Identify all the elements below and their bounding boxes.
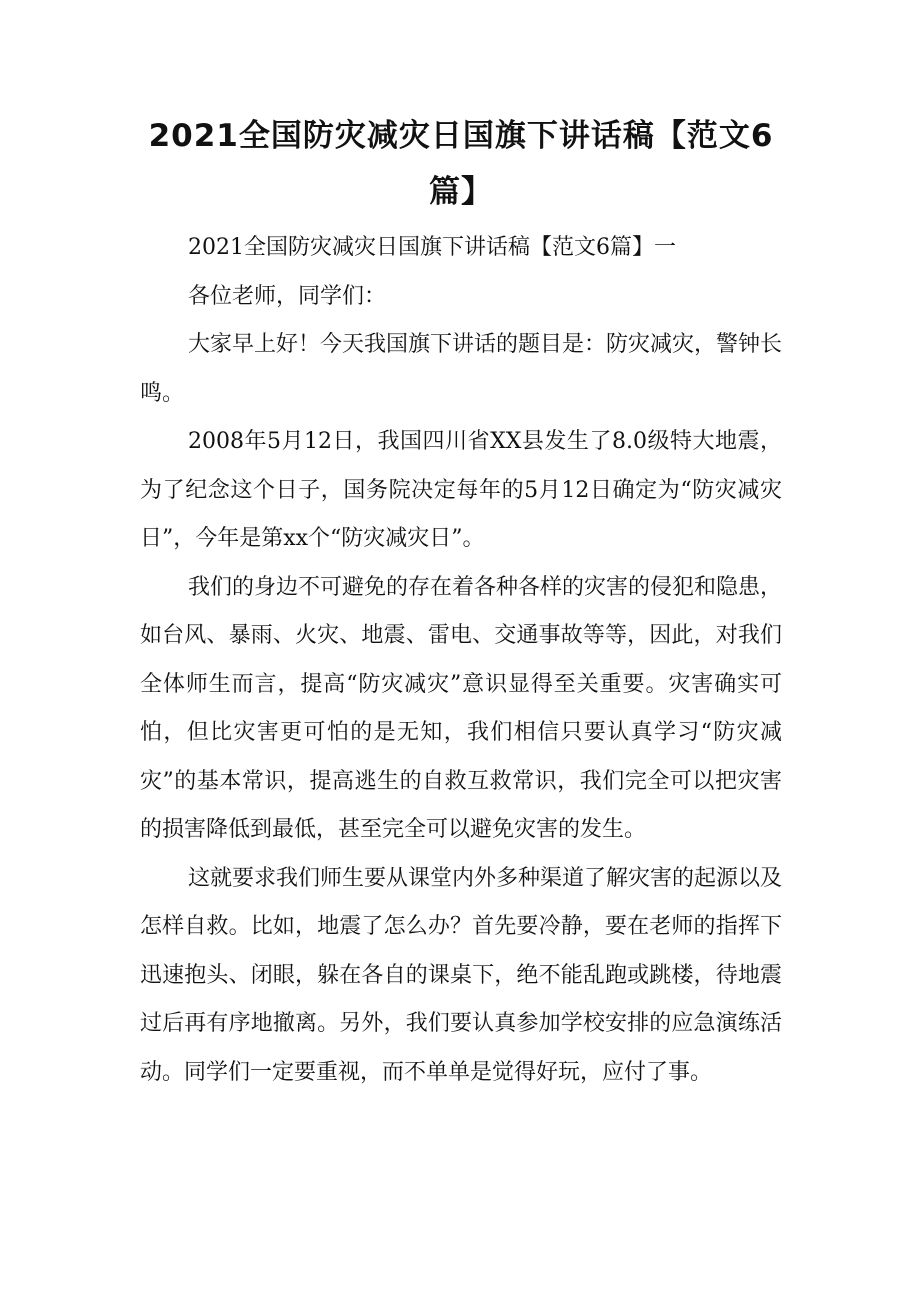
paragraph-salutation: 各位老师，同学们： <box>188 283 387 309</box>
paragraph-self-rescue: 这就要求我们师生要从课堂内外多种渠道了解灾害的起源以及怎样自救。比如，地震了怎么办？首先要冷静，要在老师的指挥下迅速抱头、闭眼，躲在各自的课桌下，绝不能乱跑或跳楼，待地震过后再有序地撤离。另外，我们要认真参加学校安排的应急演练活动。同学们一定要重视，而不单单是觉得好玩，应付了事。 <box>140 865 783 1085</box>
document-title: 2021全国防灾减灾日国旗下讲话稿【范文6篇】 <box>148 118 774 210</box>
paragraph-greeting: 大家早上好！今天我国旗下讲话的题目是：防灾减灾，警钟长鸣。 <box>140 332 783 406</box>
paragraph-disaster-awareness: 我们的身边不可避免的存在着各种各样的灾害的侵犯和隐患，如台风、暴雨、火灾、地震、雷电、交通事故等等，因此，对我们全体师生而言，提高“防灾减灾”意识显得至关重要。灾害确实可怕，但比灾害更可怕的是无知，我们相信只要认真学习“防灾减灾”的基本常识，提高逃生的自救互救常识，我们完全可以把灾害的损害降低到最低，甚至完全可以避免灾害的发生。 <box>140 574 783 842</box>
document-page <box>140 108 782 1097</box>
paragraph-heading-line: 2021全国防灾减灾日国旗下讲话稿【范文6篇】一 <box>188 235 676 260</box>
paragraph-earthquake-history: 2008年5月12日，我国四川省XX县发生了8.0级特大地震，为了纪念这个日子，国务院决定每年的5月12日确定为“防灾减灾日”，今年是第xx个“防灾减灾日”。 <box>140 429 782 551</box>
document-body <box>140 224 782 1097</box>
